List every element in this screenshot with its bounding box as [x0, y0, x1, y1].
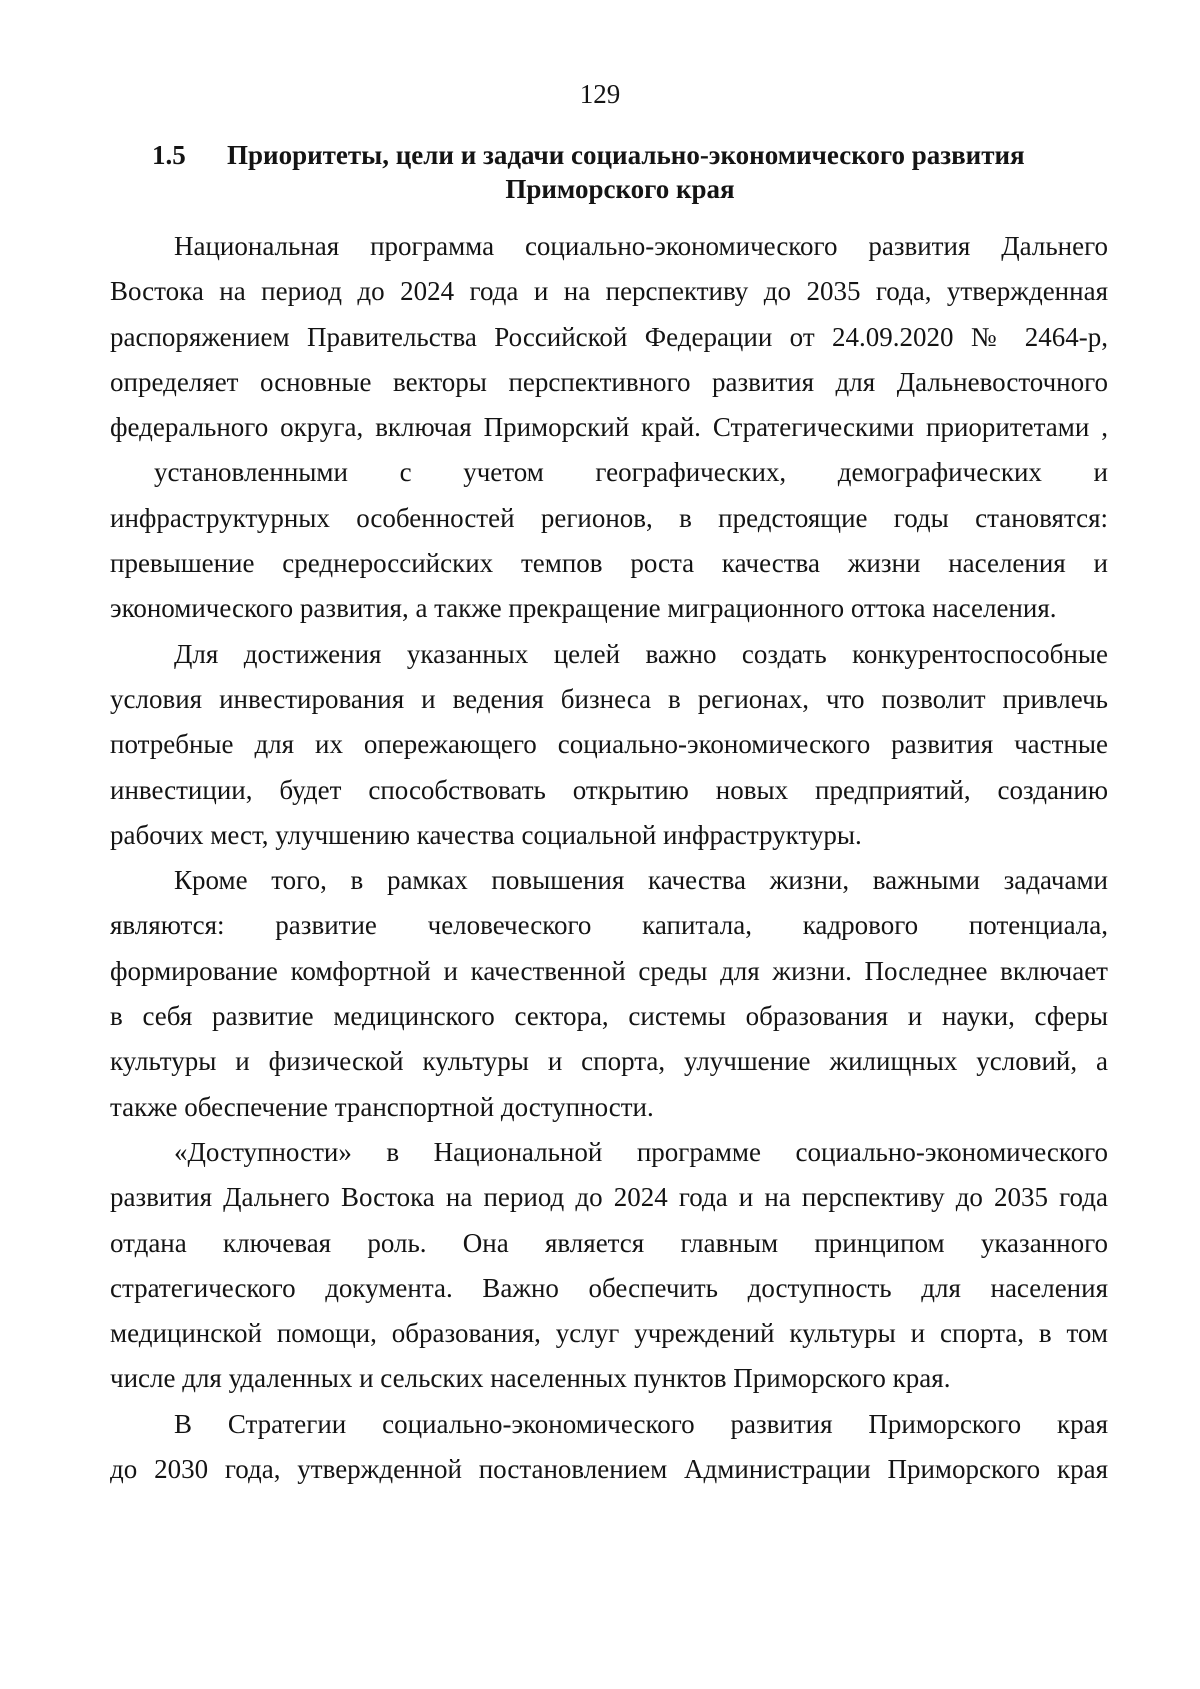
body-text	[110, 224, 1108, 1492]
text-line: стратегического документа. Важно обеспечить доступность для населения	[110, 1272, 1108, 1303]
text-line: потребные для их опережающего социально-экономического развития частные	[110, 729, 1108, 760]
text-line: отдана ключевая роль. Она является главным принципом указанного	[110, 1227, 1108, 1258]
text-line: определяет основные векторы перспективного развития для Дальневосточного	[110, 366, 1108, 397]
paragraph	[110, 858, 1108, 1130]
text-line: инфраструктурных особенностей регионов, в предстоящие годы становятся:	[110, 502, 1108, 533]
text-line: развития Дальнего Востока на период до 2024 года и на перспективу до 2035 года	[110, 1182, 1108, 1213]
paragraph	[110, 224, 1108, 632]
section-title-line-2: Приморского края	[505, 174, 735, 204]
paragraph	[110, 1130, 1108, 1402]
text-line: Кроме того, в рамках повышения качества жизни, важными задачами	[174, 865, 1108, 896]
paragraph	[110, 1402, 1108, 1493]
text-line: условия инвестирования и ведения бизнеса в регионах, что позволит привлечь	[110, 683, 1108, 714]
text-line: культуры и физической культуры и спорта, улучшение жилищных условий, а	[110, 1046, 1108, 1077]
text-line: числе для удаленных и сельских населенных пунктов Приморского края.	[110, 1363, 951, 1394]
text-line: формирование комфортной и качественной среды для жизни. Последнее включает	[110, 955, 1108, 986]
paragraph	[110, 632, 1108, 858]
text-line: медицинской помощи, образования, услуг учреждений культуры и спорта, в том	[110, 1318, 1108, 1349]
text-line: экономического развития, а также прекращение миграционного оттока населения.	[110, 593, 1057, 624]
text-line: Национальная программа социально-экономического развития Дальнего	[174, 231, 1108, 261]
text-line: являются: развитие человеческого капитала, кадрового потенциала,	[110, 910, 1108, 941]
text-line: Востока на период до 2024 года и на перспективу до 2035 года, утвержденная	[110, 276, 1108, 307]
text-line: превышение среднероссийских темпов роста качества жизни населения и	[110, 548, 1108, 579]
text-line: установленными с учетом географических, демографических и	[154, 457, 1108, 488]
text-line: рабочих мест, улучшению качества социальной инфраструктуры.	[110, 819, 862, 850]
text-line: федерального округа, включая Приморский край. Стратегическими приоритетами ,	[110, 412, 1108, 443]
page-number: 129	[579, 79, 621, 109]
text-line: распоряжением Правительства Российской Федерации от 24.09.2020 № 2464-р,	[110, 321, 1108, 352]
section-title-line-1: Приоритеты, цели и задачи социально-экономического развития	[227, 140, 1025, 170]
text-line: инвестиции, будет способствовать открытию новых предприятий, созданию	[110, 774, 1108, 805]
text-line: до 2030 года, утвержденной постановлением Администрации Приморского края	[110, 1454, 1108, 1485]
text-line: «Доступности» в Национальной программе социально-экономического	[174, 1136, 1108, 1167]
text-line: также обеспечение транспортной доступности.	[110, 1091, 654, 1122]
section-number: 1.5	[152, 140, 186, 170]
text-line: Для достижения указанных целей важно создать конкурентоспособные	[174, 638, 1108, 669]
text-line: В Стратегии социально-экономического развития Приморского края	[174, 1408, 1108, 1439]
text-line: в себя развитие медицинского сектора, системы образования и науки, сферы	[110, 1001, 1108, 1032]
